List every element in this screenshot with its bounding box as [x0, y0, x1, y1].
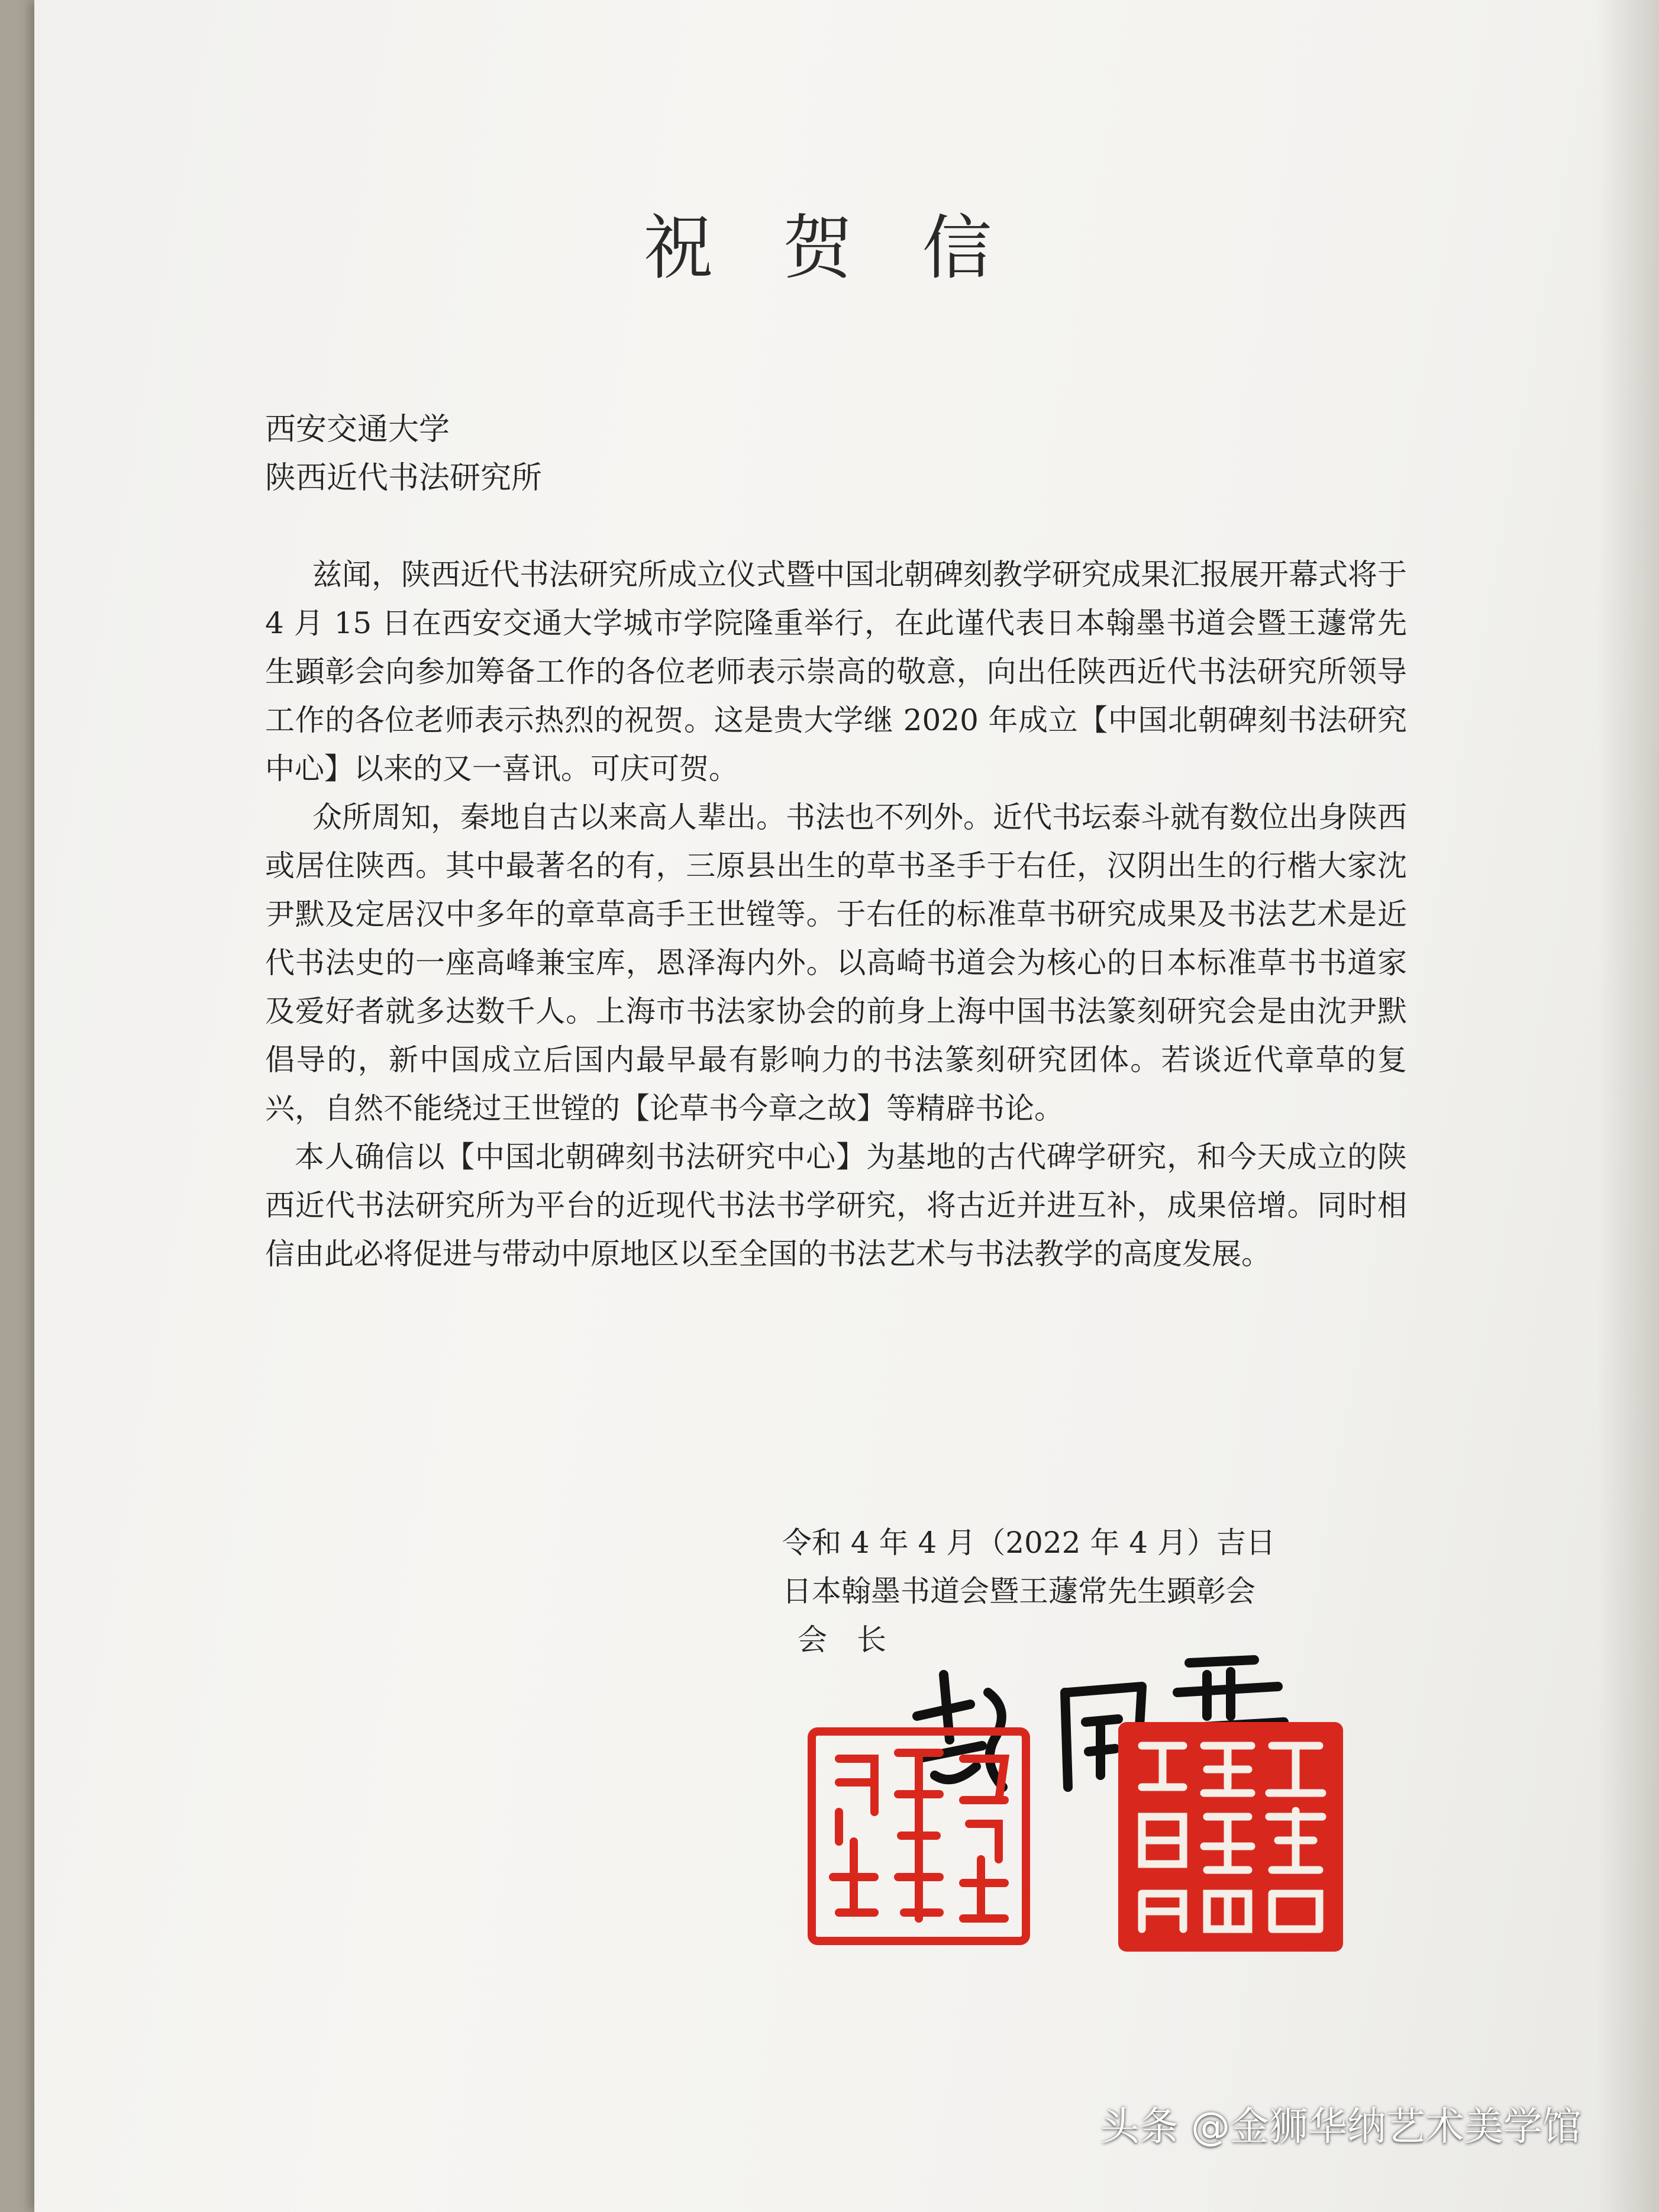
recipient-university: 西安交通大学	[265, 412, 450, 447]
watermark: 头条 @金狮华纳艺术美学馆	[1100, 2104, 1581, 2149]
letter-body	[265, 550, 1407, 1278]
sender-position: 会 长	[798, 1623, 886, 1657]
letter-title: 祝 贺 信	[643, 207, 1016, 289]
body-paragraph: 本人确信以【中国北朝碑刻书法研究中心】为基地的古代碑学研究，和今天成立的陕西近代书法研究所为平台的近现代书法书学研究，将古近并进互补，成果倍增。同时相信由此必将促进与带动中原地区以至全国的书法艺术与书法教学的高度发展。	[265, 1140, 1407, 1271]
sender-organization: 日本翰墨书道会暨王蘧常先生顕彰会	[782, 1574, 1255, 1608]
recipient-institute: 陕西近代书法研究所	[265, 460, 543, 496]
paper-edge-shadow	[1597, 0, 1659, 2212]
seal-left-icon	[803, 1723, 1034, 1949]
letter-date: 令和 4 年 4 月（2022 年 4 月）吉日	[782, 1526, 1276, 1560]
body-paragraph: 众所周知，秦地自古以来高人辈出。书法也不列外。近代书坛泰斗就有数位出身陕西或居住陕西。其中最著名的有，三原县出生的草书圣手于右任，汉阴出生的行楷大家沈尹默及定居汉中多年的章草高手王世镗等。于右任的标准草书研究成果及书法艺术是近代书法史的一座高峰兼宝库，恩泽海内外。以高崎书道会为核心的日本标准草书书道家及爱好者就多达数千人。上海市书法家协会的前身上海中国书法篆刻研究会是由沈尹默倡导的，新中国成立后国内最早最有影响力的书法篆刻研究团体。若谈近代章草的复兴，自然不能绕过王世镗的【论草书今章之故】等精辟书论。	[265, 800, 1407, 1126]
body-paragraph: 兹闻，陕西近代书法研究所成立仪式暨中国北朝碑刻教学研究成果汇报展开幕式将于 4 月 15 日在西安交通大学城市学院隆重举行，在此谨代表日本翰墨书道会暨王蘧常先生顕彰会向参加筹备工作的各位老师表示崇高的敬意，向出任陕西近代书法研究所领导工作的各位老师表示热烈的祝贺。这是贵大学继 2020 年成立【中国北朝碑刻书法研究中心】以来的又一喜讯。可庆可贺。	[265, 557, 1407, 786]
seal-right-icon	[1118, 1722, 1343, 1952]
